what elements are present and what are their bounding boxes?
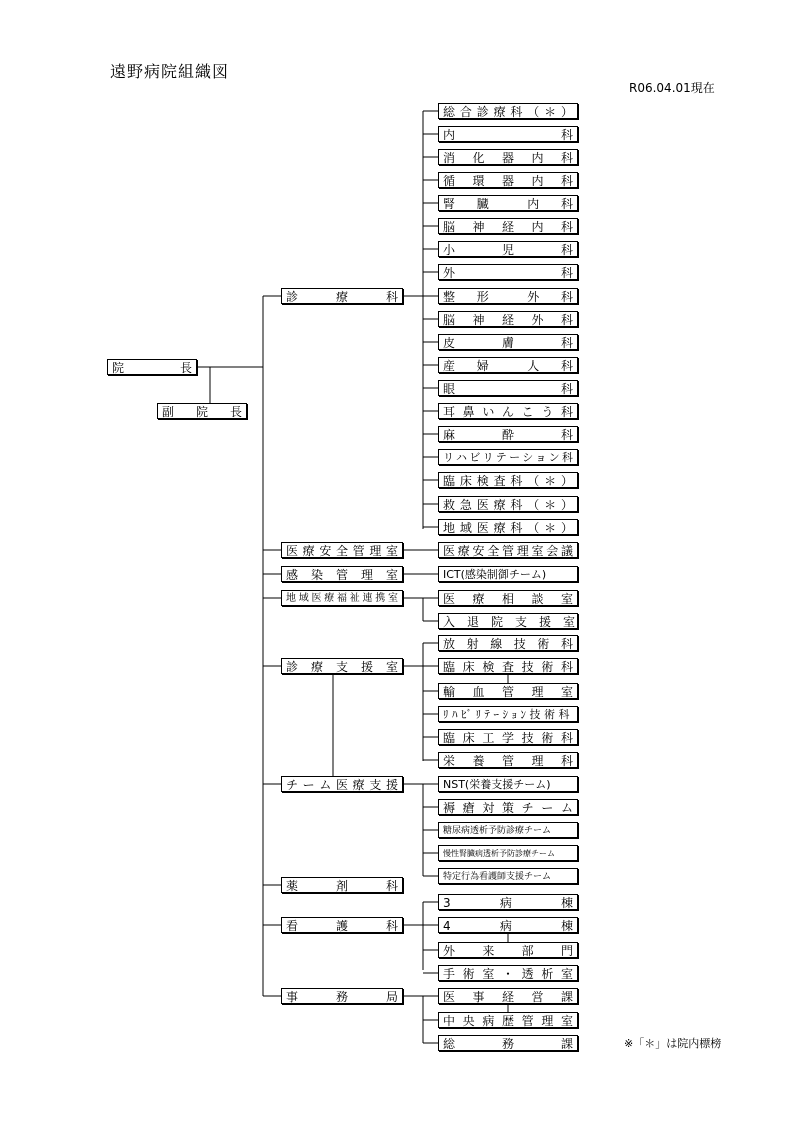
specified-nurse-team: 特定行為看護師支援チーム: [438, 868, 578, 884]
nutrition-management: 栄 養 管 理 科: [438, 752, 578, 768]
dept-gastroenterology: 消 化 器 内 科: [438, 149, 578, 165]
admission-discharge-support: 入 退 院 支 援 室: [438, 613, 578, 629]
medical-consultation-room: 医 療 相 談 室: [438, 590, 578, 606]
division-team: チーム医療支援: [281, 776, 403, 792]
dept-general-medicine: 総合診療科（＊）: [438, 103, 578, 119]
page-title: 遠野病院組織図: [110, 62, 230, 81]
dept-orthopedics: 整 形 外 科: [438, 288, 578, 304]
footnote: ※「＊」は院内標榜: [624, 1037, 722, 1050]
division-infection: 感 染 管 理 室: [281, 566, 403, 582]
pressure-ulcer-team: 褥瘡対策チーム: [438, 799, 578, 815]
or-dialysis-room: 手術室・透析室: [438, 965, 578, 981]
radiology-technology: 放射線技術科: [438, 635, 578, 651]
division-admin: 事 務 局: [281, 988, 403, 1004]
outpatient-department: 外 来 部 門: [438, 942, 578, 958]
dept-community-medicine: 地域医療科（＊）: [438, 519, 578, 535]
dept-surgery: 外 科: [438, 264, 578, 280]
clinical-engineering: 臨床工学技術科: [438, 729, 578, 745]
diabetes-dialysis-team: 糖尿病透析予防診療チーム: [438, 822, 578, 838]
medical-affairs-section: 医 事 経 営 課: [438, 988, 578, 1004]
dept-neurosurgery: 脳 神 経 外 科: [438, 311, 578, 327]
rehabilitation-technology: ﾘﾊﾋﾞﾘﾃｰｼｮﾝ技術科: [438, 706, 578, 722]
ict-team: ICT(感染制御チーム): [438, 566, 578, 582]
dept-emergency: 救急医療科（＊）: [438, 496, 578, 512]
dept-neurology: 脳 神 経 内 科: [438, 218, 578, 234]
ward-3: 3 病 棟: [438, 894, 578, 910]
dept-anesthesiology: 麻 酔 科: [438, 426, 578, 442]
safety-committee: 医療安全管理室会議: [438, 542, 578, 558]
dept-dermatology: 皮 膚 科: [438, 334, 578, 350]
medical-records-room: 中央病歴管理室: [438, 1012, 578, 1028]
dept-nephrology: 腎 臓 内 科: [438, 195, 578, 211]
division-nursing: 看 護 科: [281, 917, 403, 933]
dept-pediatrics: 小 児 科: [438, 241, 578, 257]
division-support: 診 療 支 援 室: [281, 658, 403, 674]
division-pharmacy: 薬 剤 科: [281, 877, 403, 893]
division-medical: 診 療 科: [281, 288, 403, 304]
ckd-dialysis-team: 慢性腎臓病透析予防診療チーム: [438, 845, 578, 861]
division-regional: 地域医療福祉連携室: [281, 590, 403, 606]
blood-transfusion-room: 輸 血 管 理 室: [438, 683, 578, 699]
vice-director-box: 副 院 長: [157, 403, 247, 419]
dept-clinical-laboratory: 臨床検査科（＊）: [438, 472, 578, 488]
ward-4: 4 病 棟: [438, 917, 578, 933]
dept-internal-medicine: 内 科: [438, 126, 578, 142]
general-affairs-section: 総 務 課: [438, 1035, 578, 1051]
dept-cardiology: 循 環 器 内 科: [438, 172, 578, 188]
nst-team: NST(栄養支援チーム): [438, 776, 578, 792]
clinical-lab-technology: 臨床検査技術科: [438, 658, 578, 674]
dept-rehabilitation: リハビリテーション科: [438, 449, 578, 465]
division-safety: 医療安全管理室: [281, 542, 403, 558]
director-box: 院 長: [107, 359, 197, 375]
dept-ophthalmology: 眼 科: [438, 380, 578, 396]
dept-otolaryngology: 耳鼻いんこう科: [438, 403, 578, 419]
as-of-date: R06.04.01現在: [629, 81, 715, 95]
dept-obstetrics-gynecology: 産 婦 人 科: [438, 357, 578, 373]
